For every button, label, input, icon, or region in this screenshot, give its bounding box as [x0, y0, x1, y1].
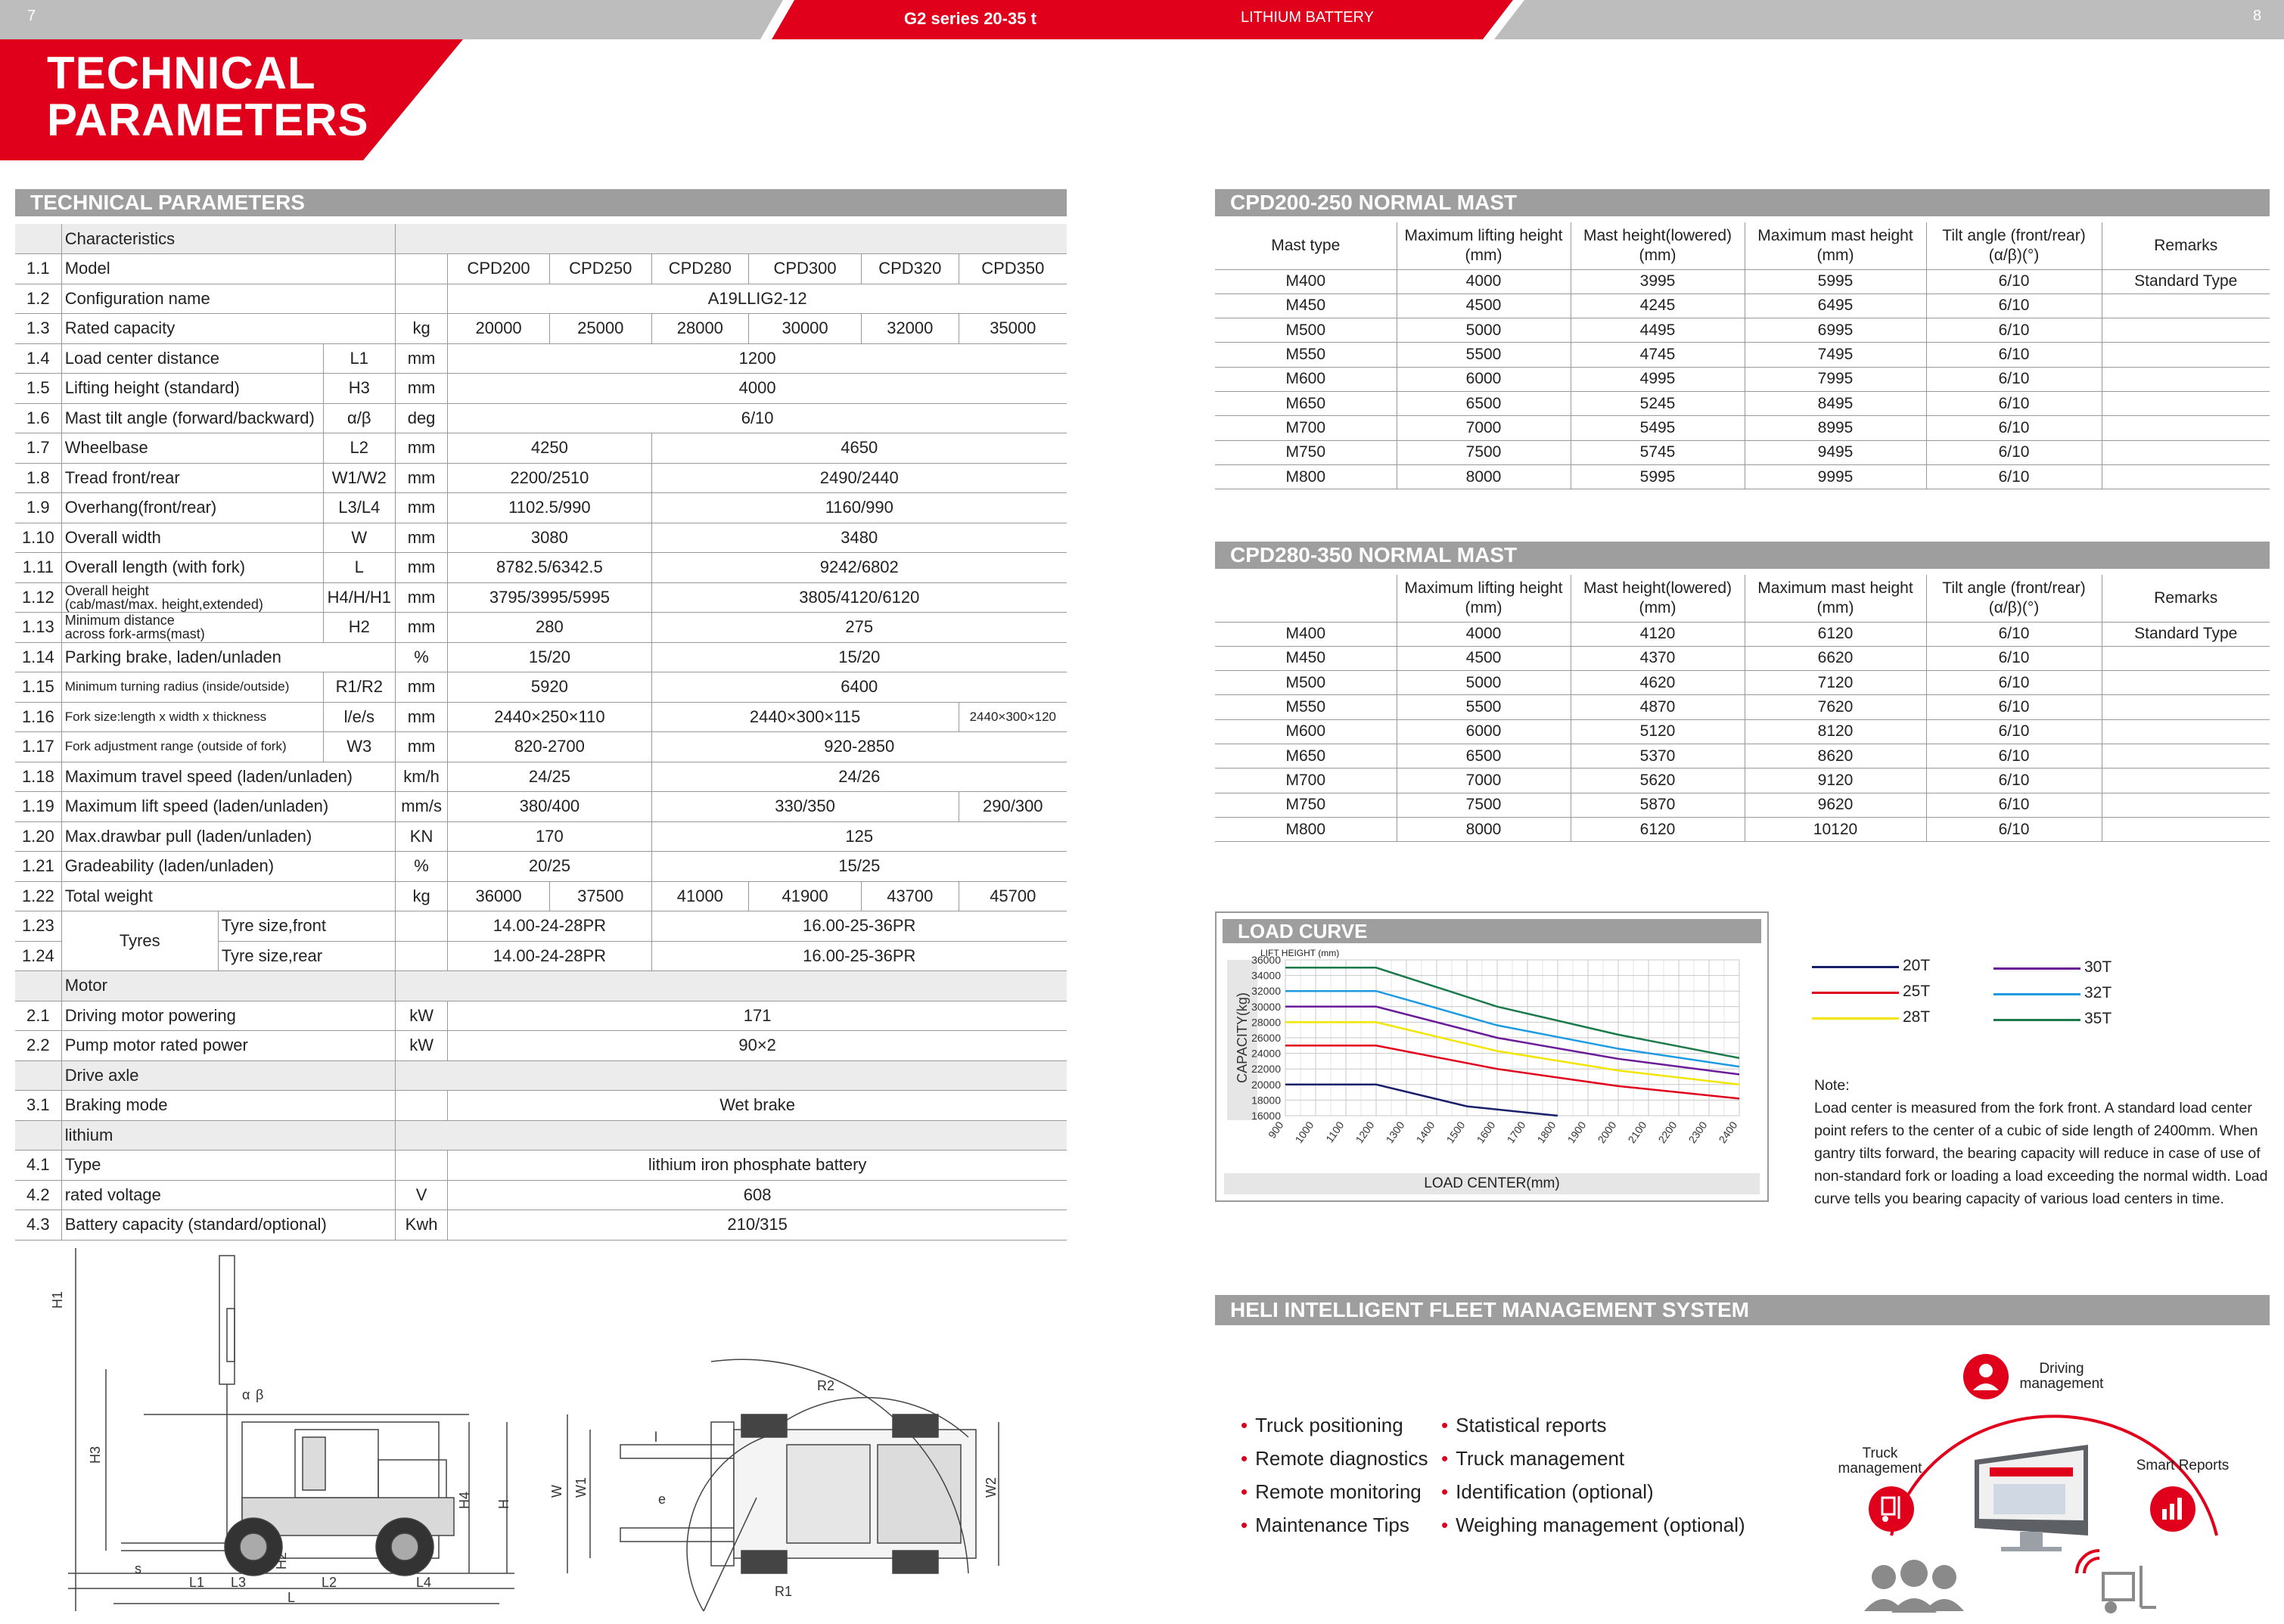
forklift-side-view-drawing: [45, 1248, 530, 1624]
table-cell: M500: [1215, 671, 1397, 695]
table-row: 1.11 Overall length (with fork) L mm 8782.5/6342.5 9242/6802: [15, 553, 1067, 583]
y-tick-label: 36000: [1251, 954, 1281, 966]
lift-height-label: LIFT HEIGHT (mm): [1260, 948, 1340, 958]
table-cell: Standard Type: [2102, 622, 2270, 646]
table-row: [1215, 719, 2270, 744]
table-cell: M650: [1215, 744, 1397, 768]
table-cell: 9495: [1745, 440, 1926, 464]
legend-item: [1812, 1008, 1978, 1028]
drawing-label-h4: H4: [457, 1491, 472, 1509]
table-row: Drive axle: [15, 1060, 1067, 1091]
table-cell: Standard Type: [2102, 269, 2270, 293]
table-row: 1.1 Model CPD200 CPD250 CPD280 CPD300 CPD320 CPD350: [15, 254, 1067, 284]
table-row: [1215, 671, 2270, 695]
table-row: lithium: [15, 1120, 1067, 1150]
table-cell: 5120: [1571, 719, 1745, 744]
table-cell: 6/10: [1926, 744, 2102, 768]
table-cell: 4000: [1397, 269, 1571, 293]
y-axis-label: CAPACITY(kg): [1235, 992, 1250, 1083]
table-cell: M750: [1215, 440, 1397, 464]
table-row: 1.10 Overall width W mm 3080 3480: [15, 523, 1067, 553]
table-cell: [2102, 391, 2270, 415]
list-item: • Remote monitoring: [1241, 1480, 1422, 1503]
y-tick-label: 32000: [1251, 985, 1281, 998]
legend-swatch: [1812, 966, 1899, 968]
drawing-label-l: L: [287, 1590, 296, 1605]
table-cell: M500: [1215, 318, 1397, 343]
y-tick-label: 34000: [1251, 969, 1281, 982]
table-cell: M450: [1215, 646, 1397, 670]
table-cell: 9120: [1745, 769, 1926, 793]
drawing-label-s: s: [135, 1561, 141, 1576]
table-row: 1.5 Lifting height (standard) H3 mm 4000: [15, 374, 1067, 404]
legend-item: [1812, 957, 1978, 977]
table-cell: 4370: [1571, 646, 1745, 670]
drawing-label-r2: R2: [817, 1378, 835, 1393]
table-cell: 7620: [1745, 695, 1926, 719]
table-row: 1.12 Overall height (cab/mast/max. height,extended) H4/H/H1 mm 3795/3995/5995 3805/4120/6120: [15, 582, 1067, 613]
table-cell: [2102, 719, 2270, 744]
y-tick-label: 24000: [1251, 1047, 1281, 1060]
table-row: [1215, 695, 2270, 719]
table-cell: [2102, 817, 2270, 841]
column-header: Maximum mast height (mm): [1745, 222, 1926, 269]
table-row: 3.1 Braking mode Wet brake: [15, 1091, 1067, 1121]
page-number-right: 8: [2253, 8, 2262, 24]
table-row: 1.7 Wheelbase L2 mm 4250 4650: [15, 433, 1067, 464]
page-title: TECHNICAL PARAMETERS: [47, 48, 369, 145]
note-text: Load center is measured from the fork front. A standard load center point refers to the center of a cubic of side length of 2400mm. When gantry tilts forward, the bearing capacity will reduce in case of use of non-standard fork or loading a load exceeding the normal width. Load curve tells you bearing capacity of various load centers in time.: [1814, 1100, 2268, 1207]
table-cell: M600: [1215, 719, 1397, 744]
y-tick-label: 18000: [1251, 1094, 1281, 1107]
table-cell: 4245: [1571, 293, 1745, 318]
table-row: [1215, 416, 2270, 440]
tech-params-header: TECHNICAL PARAMETERS: [15, 189, 1067, 216]
legend-label: 20T: [1903, 957, 1931, 974]
table-cell: 5000: [1397, 318, 1571, 343]
top-bar-red-band: [0, 0, 2284, 39]
table-cell: 4995: [1571, 367, 1745, 391]
y-tick-label: 30000: [1251, 1000, 1281, 1013]
table-cell: 9995: [1745, 464, 1926, 489]
table-cell: 4000: [1397, 622, 1571, 646]
mast1-table: [1215, 222, 2270, 489]
table-cell: 4745: [1571, 343, 1745, 367]
table-cell: 8620: [1745, 744, 1926, 768]
table-cell: 8995: [1745, 416, 1926, 440]
table-cell: 6/10: [1926, 416, 2102, 440]
mast1-header: CPD200-250 NORMAL MAST: [1215, 189, 2270, 216]
table-row: 1.2 Configuration name A19LLIG2-12: [15, 284, 1067, 314]
top-bar: [0, 0, 2284, 39]
drawing-label-l-fork: l: [654, 1430, 657, 1445]
note-title: Note:: [1814, 1077, 1850, 1094]
table-cell: 7120: [1745, 671, 1926, 695]
table-cell: 7495: [1745, 343, 1926, 367]
table-row: 1.18 Maximum travel speed (laden/unladen) km/h 24/25 24/26: [15, 762, 1067, 792]
table-cell: 8000: [1397, 817, 1571, 841]
table-row: 1.9 Overhang(front/rear) L3/L4 mm 1102.5/990 1160/990: [15, 493, 1067, 523]
table-cell: 6/10: [1926, 391, 2102, 415]
users-icon: [1864, 1560, 1964, 1613]
legend-item: [1993, 1010, 2160, 1029]
table-cell: 7500: [1397, 440, 1571, 464]
table-row: [1215, 464, 2270, 489]
table-row: [1215, 622, 2270, 646]
column-header: Remarks: [2102, 575, 2270, 622]
table-cell: 6/10: [1926, 318, 2102, 343]
drawing-label-w2: W2: [984, 1477, 999, 1498]
table-row: 1.21 Gradeability (laden/unladen) % 20/25 15/25: [15, 852, 1067, 882]
x-tick-label: 2100: [1625, 1119, 1649, 1146]
table-cell: 6000: [1397, 367, 1571, 391]
table-row: 1.4 Load center distance L1 mm 1200: [15, 343, 1067, 374]
table-row: 2.2 Pump motor rated power kW 90×2: [15, 1031, 1067, 1061]
column-header: Maximum lifting height (mm): [1397, 222, 1571, 269]
table-cell: M400: [1215, 269, 1397, 293]
column-header: Tilt angle (front/rear) (α/β)(°): [1926, 575, 2102, 622]
column-header: Mast height(lowered) (mm): [1571, 575, 1745, 622]
drawing-label-r1: R1: [775, 1584, 793, 1599]
table-cell: 9620: [1745, 793, 1926, 817]
table-cell: M750: [1215, 793, 1397, 817]
drawing-label-w1: W1: [573, 1477, 589, 1498]
column-header: Maximum mast height (mm): [1745, 575, 1926, 622]
x-tick-label: 2000: [1595, 1119, 1619, 1146]
table-cell: 6620: [1745, 646, 1926, 670]
x-tick-label: 900: [1265, 1119, 1286, 1141]
y-tick-label: 28000: [1251, 1016, 1281, 1029]
table-header-row: [1215, 575, 2270, 622]
table-cell: [2102, 671, 2270, 695]
table-row: 1.24 Tyre size,rear 14.00-24-28PR 16.00-25-36PR: [15, 941, 1067, 971]
drawing-label-l2: L2: [322, 1575, 337, 1590]
table-cell: 6/10: [1926, 269, 2102, 293]
driving-management-label: Driving management: [2019, 1361, 2104, 1392]
table-row: 1.8 Tread front/rear W1/W2 mm 2200/2510 2490/2440: [15, 463, 1067, 493]
table-cell: M650: [1215, 391, 1397, 415]
table-header-row: [1215, 222, 2270, 269]
table-cell: 5870: [1571, 793, 1745, 817]
table-cell: 6/10: [1926, 719, 2102, 744]
table-row: [1215, 318, 2270, 343]
x-tick-label: 1200: [1353, 1119, 1377, 1146]
table-cell: 6/10: [1926, 817, 2102, 841]
table-cell: M600: [1215, 367, 1397, 391]
legend-swatch: [1993, 967, 2080, 970]
table-cell: [2102, 793, 2270, 817]
fleet-features-right: [1441, 1408, 1745, 1542]
drawing-label-w: W: [549, 1485, 564, 1498]
table-cell: 5500: [1397, 343, 1571, 367]
table-cell: 6000: [1397, 719, 1571, 744]
table-cell: 6995: [1745, 318, 1926, 343]
drawing-label-l1: L1: [189, 1575, 205, 1590]
column-header: Mast type: [1215, 222, 1397, 269]
x-tick-label: 1000: [1292, 1119, 1316, 1146]
table-cell: 5370: [1571, 744, 1745, 768]
x-tick-label: 2300: [1686, 1119, 1710, 1146]
table-cell: M800: [1215, 817, 1397, 841]
table-row: [1215, 367, 2270, 391]
load-curve-panel: [1215, 911, 1769, 1202]
table-cell: M450: [1215, 293, 1397, 318]
table-cell: M700: [1215, 769, 1397, 793]
x-tick-label: 1500: [1443, 1119, 1468, 1146]
load-curve-title: LOAD CURVE: [1223, 919, 1761, 943]
table-row: 1.22 Total weight kg 36000 37500 41000 41900 43700 45700: [15, 881, 1067, 911]
truck-management-icon: [1869, 1486, 1914, 1532]
table-row: 4.1 Type lithium iron phosphate battery: [15, 1150, 1067, 1181]
table-row: 1.17 Fork adjustment range (outside of fork) W3 mm 820-2700 920-2850: [15, 732, 1067, 762]
drawing-label-h3: H3: [88, 1445, 103, 1464]
table-cell: [2102, 695, 2270, 719]
list-item: • Statistical reports: [1441, 1414, 1607, 1436]
table-cell: 6/10: [1926, 464, 2102, 489]
table-row: Motor: [15, 971, 1067, 1001]
table-cell: 4620: [1571, 671, 1745, 695]
table-cell: 3995: [1571, 269, 1745, 293]
x-tick-label: 2400: [1716, 1119, 1740, 1146]
load-curve-note: [1814, 1074, 2268, 1210]
table-row: 1.15 Minimum turning radius (inside/outside) R1/R2 mm 5920 6400: [15, 672, 1067, 703]
fleet-features-left: [1241, 1408, 1428, 1542]
x-tick-label: 1800: [1534, 1119, 1558, 1146]
mast2-table: [1215, 575, 2270, 842]
table-cell: 5620: [1571, 769, 1745, 793]
legend-label: 25T: [1903, 983, 1931, 1000]
table-cell: 6120: [1745, 622, 1926, 646]
table-cell: 8495: [1745, 391, 1926, 415]
x-tick-label: 1300: [1383, 1119, 1407, 1146]
table-row: 1.13 Minimum distance across fork-arms(mast) H2 mm 280 275: [15, 613, 1067, 643]
truck-management-label: Truck management: [1838, 1445, 1922, 1477]
table-cell: 5000: [1397, 671, 1571, 695]
table-row: 1.16 Fork size:length x width x thickness l/e/s mm 2440×250×110 2440×300×115 2440×300×120: [15, 702, 1067, 732]
table-cell: 4500: [1397, 646, 1571, 670]
mast2-header: CPD280-350 NORMAL MAST: [1215, 542, 2270, 569]
table-row: [1215, 293, 2270, 318]
table-cell: 6/10: [1926, 367, 2102, 391]
page-number-left: 7: [27, 8, 36, 24]
table-row: [1215, 269, 2270, 293]
table-cell: M550: [1215, 343, 1397, 367]
table-cell: 10120: [1745, 817, 1926, 841]
table-cell: [2102, 744, 2270, 768]
y-tick-label: 26000: [1251, 1032, 1281, 1044]
column-header: Maximum lifting height (mm): [1397, 575, 1571, 622]
legend-swatch: [1812, 992, 1899, 994]
table-cell: 5245: [1571, 391, 1745, 415]
table-cell: 8000: [1397, 464, 1571, 489]
table-row: 1.20 Max.drawbar pull (laden/unladen) KN 170 125: [15, 821, 1067, 852]
tech-params-table: [15, 224, 1067, 1241]
table-cell: 5500: [1397, 695, 1571, 719]
table-cell: 7500: [1397, 793, 1571, 817]
table-row: [1215, 391, 2270, 415]
y-tick-label: 20000: [1251, 1078, 1281, 1091]
legend-item: [1812, 983, 1978, 1002]
x-tick-label: 1700: [1504, 1119, 1528, 1146]
table-cell: [2102, 318, 2270, 343]
table-cell: 7000: [1397, 416, 1571, 440]
y-tick-label: 16000: [1251, 1110, 1281, 1122]
smart-reports-label: Smart Reports: [2136, 1458, 2230, 1473]
table-cell: [2102, 646, 2270, 670]
table-cell: 7000: [1397, 769, 1571, 793]
table-row: [1215, 744, 2270, 768]
table-row: 1.6 Mast tilt angle (forward/backward) α/β deg 6/10: [15, 403, 1067, 433]
smart-reports-icon: [2150, 1486, 2195, 1532]
computer-monitor-icon: [1975, 1445, 2088, 1551]
table-cell: 4870: [1571, 695, 1745, 719]
table-cell: 6/10: [1926, 695, 2102, 719]
table-cell: 6/10: [1926, 769, 2102, 793]
table-cell: 7995: [1745, 367, 1926, 391]
table-cell: M550: [1215, 695, 1397, 719]
column-header: Tilt angle (front/rear) (α/β)(°): [1926, 222, 2102, 269]
x-tick-label: 1900: [1565, 1119, 1589, 1146]
table-cell: [2102, 367, 2270, 391]
table-cell: [2102, 769, 2270, 793]
table-cell: 6/10: [1926, 646, 2102, 670]
table-row: 2.1 Driving motor powering kW 171: [15, 1001, 1067, 1031]
table-cell: 6495: [1745, 293, 1926, 318]
table-row: 4.2 rated voltage V 608: [15, 1180, 1067, 1210]
drawing-label-h2: H2: [274, 1551, 289, 1570]
table-cell: 5995: [1745, 269, 1926, 293]
list-item: • Remote diagnostics: [1241, 1447, 1428, 1470]
table-cell: M400: [1215, 622, 1397, 646]
table-row: 1.23 Tyres Tyre size,front 14.00-24-28PR 16.00-25-36PR: [15, 911, 1067, 942]
load-curve-chart: [1221, 943, 1763, 1170]
drawing-label-l4: L4: [416, 1575, 432, 1590]
table-cell: 4495: [1571, 318, 1745, 343]
column-header: [1215, 575, 1397, 622]
drawing-label-l3: L3: [231, 1575, 247, 1590]
table-cell: [2102, 464, 2270, 489]
drawing-label-h1: H1: [50, 1290, 65, 1309]
table-row: [1215, 817, 2270, 841]
table-cell: 6/10: [1926, 622, 2102, 646]
list-item: • Identification (optional): [1441, 1480, 1654, 1503]
drawing-label-beta: β: [256, 1387, 264, 1402]
column-header: Remarks: [2102, 222, 2270, 269]
forklift-top-view-drawing: [545, 1346, 1059, 1624]
legend-swatch: [1993, 993, 2080, 995]
table-cell: 6/10: [1926, 343, 2102, 367]
table-cell: M800: [1215, 464, 1397, 489]
drawing-label-e: e: [658, 1492, 667, 1507]
driving-management-icon: [1963, 1354, 2009, 1399]
table-row: 1.14 Parking brake, laden/unladen % 15/20 15/20: [15, 642, 1067, 672]
legend-label: 28T: [1903, 1008, 1931, 1026]
x-tick-label: 1100: [1323, 1119, 1347, 1145]
series-title: G2 series 20-35 t: [904, 9, 1036, 28]
x-tick-label: 1400: [1413, 1119, 1437, 1146]
table-cell: [2102, 416, 2270, 440]
fleet-header: HELI INTELLIGENT FLEET MANAGEMENT SYSTEM: [1215, 1295, 2270, 1325]
table-cell: 6/10: [1926, 793, 2102, 817]
table-cell: 4120: [1571, 622, 1745, 646]
table-cell: 4500: [1397, 293, 1571, 318]
table-cell: 5745: [1571, 440, 1745, 464]
y-tick-label: 22000: [1251, 1063, 1281, 1076]
table-cell: 6500: [1397, 744, 1571, 768]
table-cell: 8120: [1745, 719, 1926, 744]
table-row: 4.3 Battery capacity (standard/optional) Kwh 210/315: [15, 1210, 1067, 1241]
table-cell: 6/10: [1926, 440, 2102, 464]
table-cell: 6/10: [1926, 671, 2102, 695]
table-row: [1215, 769, 2270, 793]
table-cell: [2102, 343, 2270, 367]
legend-swatch: [1812, 1017, 1899, 1020]
table-cell: 6120: [1571, 817, 1745, 841]
legend-item: [1993, 958, 2160, 978]
table-row: 1.3 Rated capacity kg 20000 25000 28000 30000 32000 35000: [15, 314, 1067, 344]
column-header: Mast height(lowered) (mm): [1571, 222, 1745, 269]
list-item: • Truck positioning: [1241, 1414, 1403, 1436]
table-cell: 6500: [1397, 391, 1571, 415]
table-row: Characteristics: [15, 224, 1067, 254]
table-row: 1.19 Maximum lift speed (laden/unladen) mm/s 380/400 330/350 290/300: [15, 792, 1067, 822]
legend-label: 35T: [2084, 1010, 2112, 1027]
list-item: • Weighing management (optional): [1441, 1514, 1745, 1536]
drawing-label-alpha: α: [242, 1387, 250, 1402]
legend-label: 30T: [2084, 958, 2112, 976]
list-item: • Maintenance Tips: [1241, 1514, 1409, 1536]
table-row: [1215, 646, 2270, 670]
table-cell: [2102, 440, 2270, 464]
table-cell: 6/10: [1926, 293, 2102, 318]
x-tick-label: 2200: [1655, 1119, 1680, 1146]
table-cell: 5495: [1571, 416, 1745, 440]
table-row: [1215, 793, 2270, 817]
table-cell: 5995: [1571, 464, 1745, 489]
legend-item: [1993, 984, 2160, 1004]
table-row: [1215, 343, 2270, 367]
drawing-label-h: H: [496, 1499, 511, 1509]
list-item: • Truck management: [1441, 1447, 1625, 1470]
load-curve-xlabel: LOAD CENTER(mm): [1224, 1173, 1760, 1194]
legend-label: 32T: [2084, 984, 2112, 1001]
x-tick-label: 1600: [1474, 1119, 1498, 1146]
battery-title: LITHIUM BATTERY: [1241, 9, 1374, 26]
table-cell: M700: [1215, 416, 1397, 440]
legend-swatch: [1993, 1019, 2080, 1021]
table-cell: [2102, 293, 2270, 318]
wireless-forklift-icon: [2077, 1551, 2156, 1613]
table-row: [1215, 440, 2270, 464]
